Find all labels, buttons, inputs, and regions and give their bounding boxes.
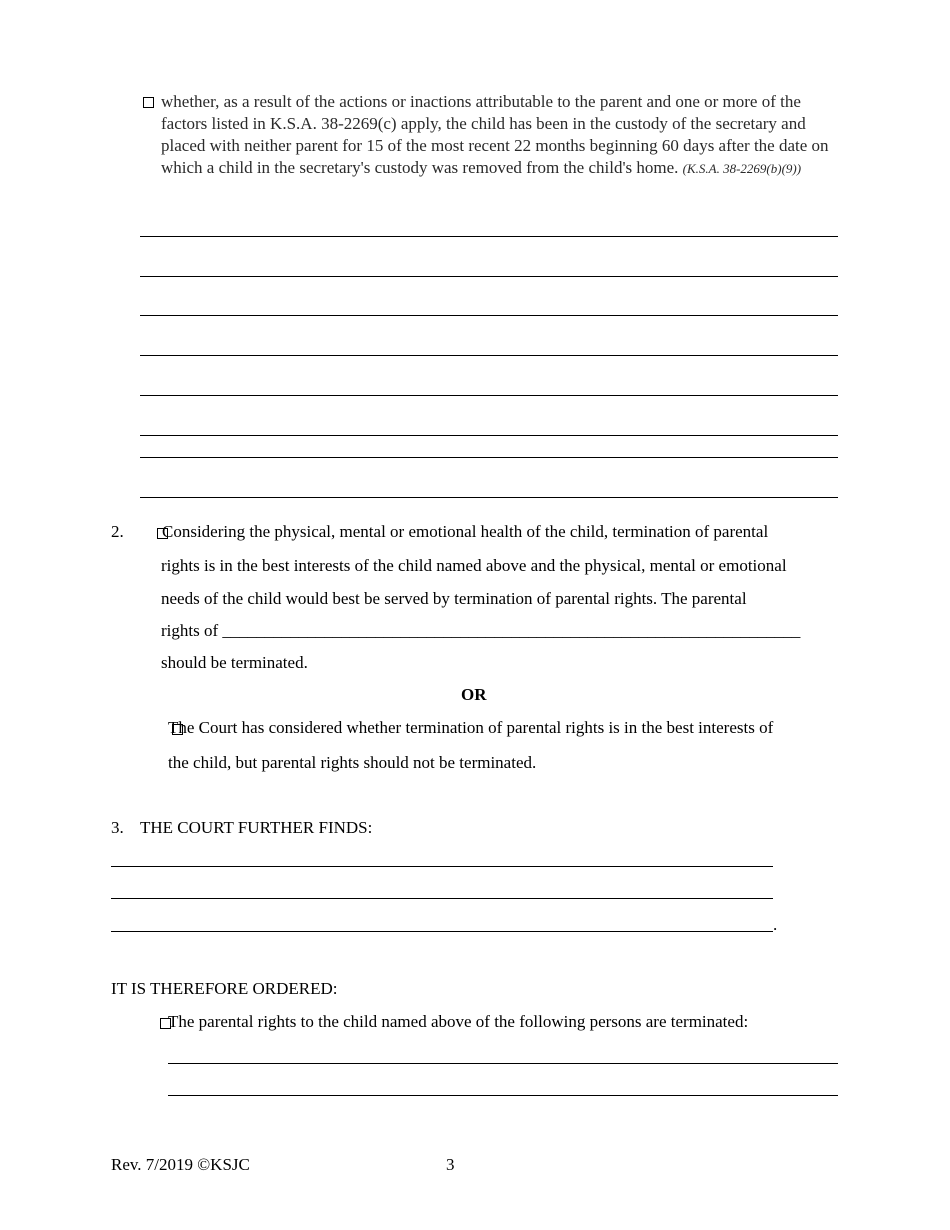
section-3-heading: THE COURT FURTHER FINDS: bbox=[140, 818, 373, 837]
order-name-line-1[interactable] bbox=[168, 1063, 838, 1064]
section-2-line-4 bbox=[161, 620, 800, 641]
findings-line-2[interactable] bbox=[111, 898, 773, 899]
section-2-alt-line-1: The Court has considered whether termination of parental rights is in the best interests of bbox=[168, 718, 774, 737]
item-9-blank-line-6[interactable] bbox=[140, 435, 838, 436]
item-9-blank-line-5[interactable] bbox=[140, 395, 838, 396]
findings-line-1[interactable] bbox=[111, 866, 773, 867]
item-9-checkbox[interactable] bbox=[143, 97, 154, 108]
item-9-blank-line-4[interactable] bbox=[140, 355, 838, 356]
rights-of-label: rights of bbox=[161, 621, 219, 640]
order-item-text: The parental rights to the child named above of the following persons are terminated: bbox=[168, 1012, 749, 1031]
footer-revision: Rev. 7/2019 ©KSJC bbox=[111, 1155, 250, 1174]
or-label: OR bbox=[461, 685, 487, 704]
section-3-number: 3. bbox=[111, 818, 124, 837]
section-2-line-2: rights is in the best interests of the child named above and the physical, mental or emotional bbox=[161, 556, 787, 575]
item-9-blank-line-3[interactable] bbox=[140, 315, 838, 316]
item-9-blank-line-8[interactable] bbox=[140, 497, 838, 498]
rights-of-blank[interactable]: ____________________________________________________________________ bbox=[222, 621, 801, 640]
order-heading: IT IS THEREFORE ORDERED: bbox=[111, 979, 338, 998]
item-9-blank-line-1[interactable] bbox=[140, 236, 838, 237]
item-9-text: whether, as a result of the actions or inactions attributable to the parent and one or more of the factors listed in K.S.A. 38-2269(c) apply, the child has been in the custody of the secretary and placed with neither parent for 15 of the most recent 22 months beginning 60 days after the date on which a child in the secretary's custody was removed from the child's home. bbox=[161, 92, 829, 177]
item-9-blank-line-7[interactable] bbox=[140, 457, 838, 458]
section-2-line-3: needs of the child would best be served by termination of parental rights. The parental bbox=[161, 589, 747, 608]
item-9-blank-line-2[interactable] bbox=[140, 276, 838, 277]
findings-line-3[interactable] bbox=[111, 931, 773, 932]
findings-end-period: . bbox=[773, 915, 778, 934]
section-2-number: 2. bbox=[111, 522, 124, 541]
section-2-alt-line-2: the child, but parental rights should not be terminated. bbox=[168, 753, 537, 772]
section-2-line-5: should be terminated. bbox=[161, 653, 308, 672]
item-9-paragraph bbox=[161, 91, 846, 180]
item-9-citation: (K.S.A. 38-2269(b)(9)) bbox=[682, 161, 802, 176]
section-2-line-1: Considering the physical, mental or emotional health of the child, termination of parental bbox=[162, 522, 769, 541]
order-name-line-2[interactable] bbox=[168, 1095, 838, 1096]
footer-page-number: 3 bbox=[446, 1155, 455, 1174]
